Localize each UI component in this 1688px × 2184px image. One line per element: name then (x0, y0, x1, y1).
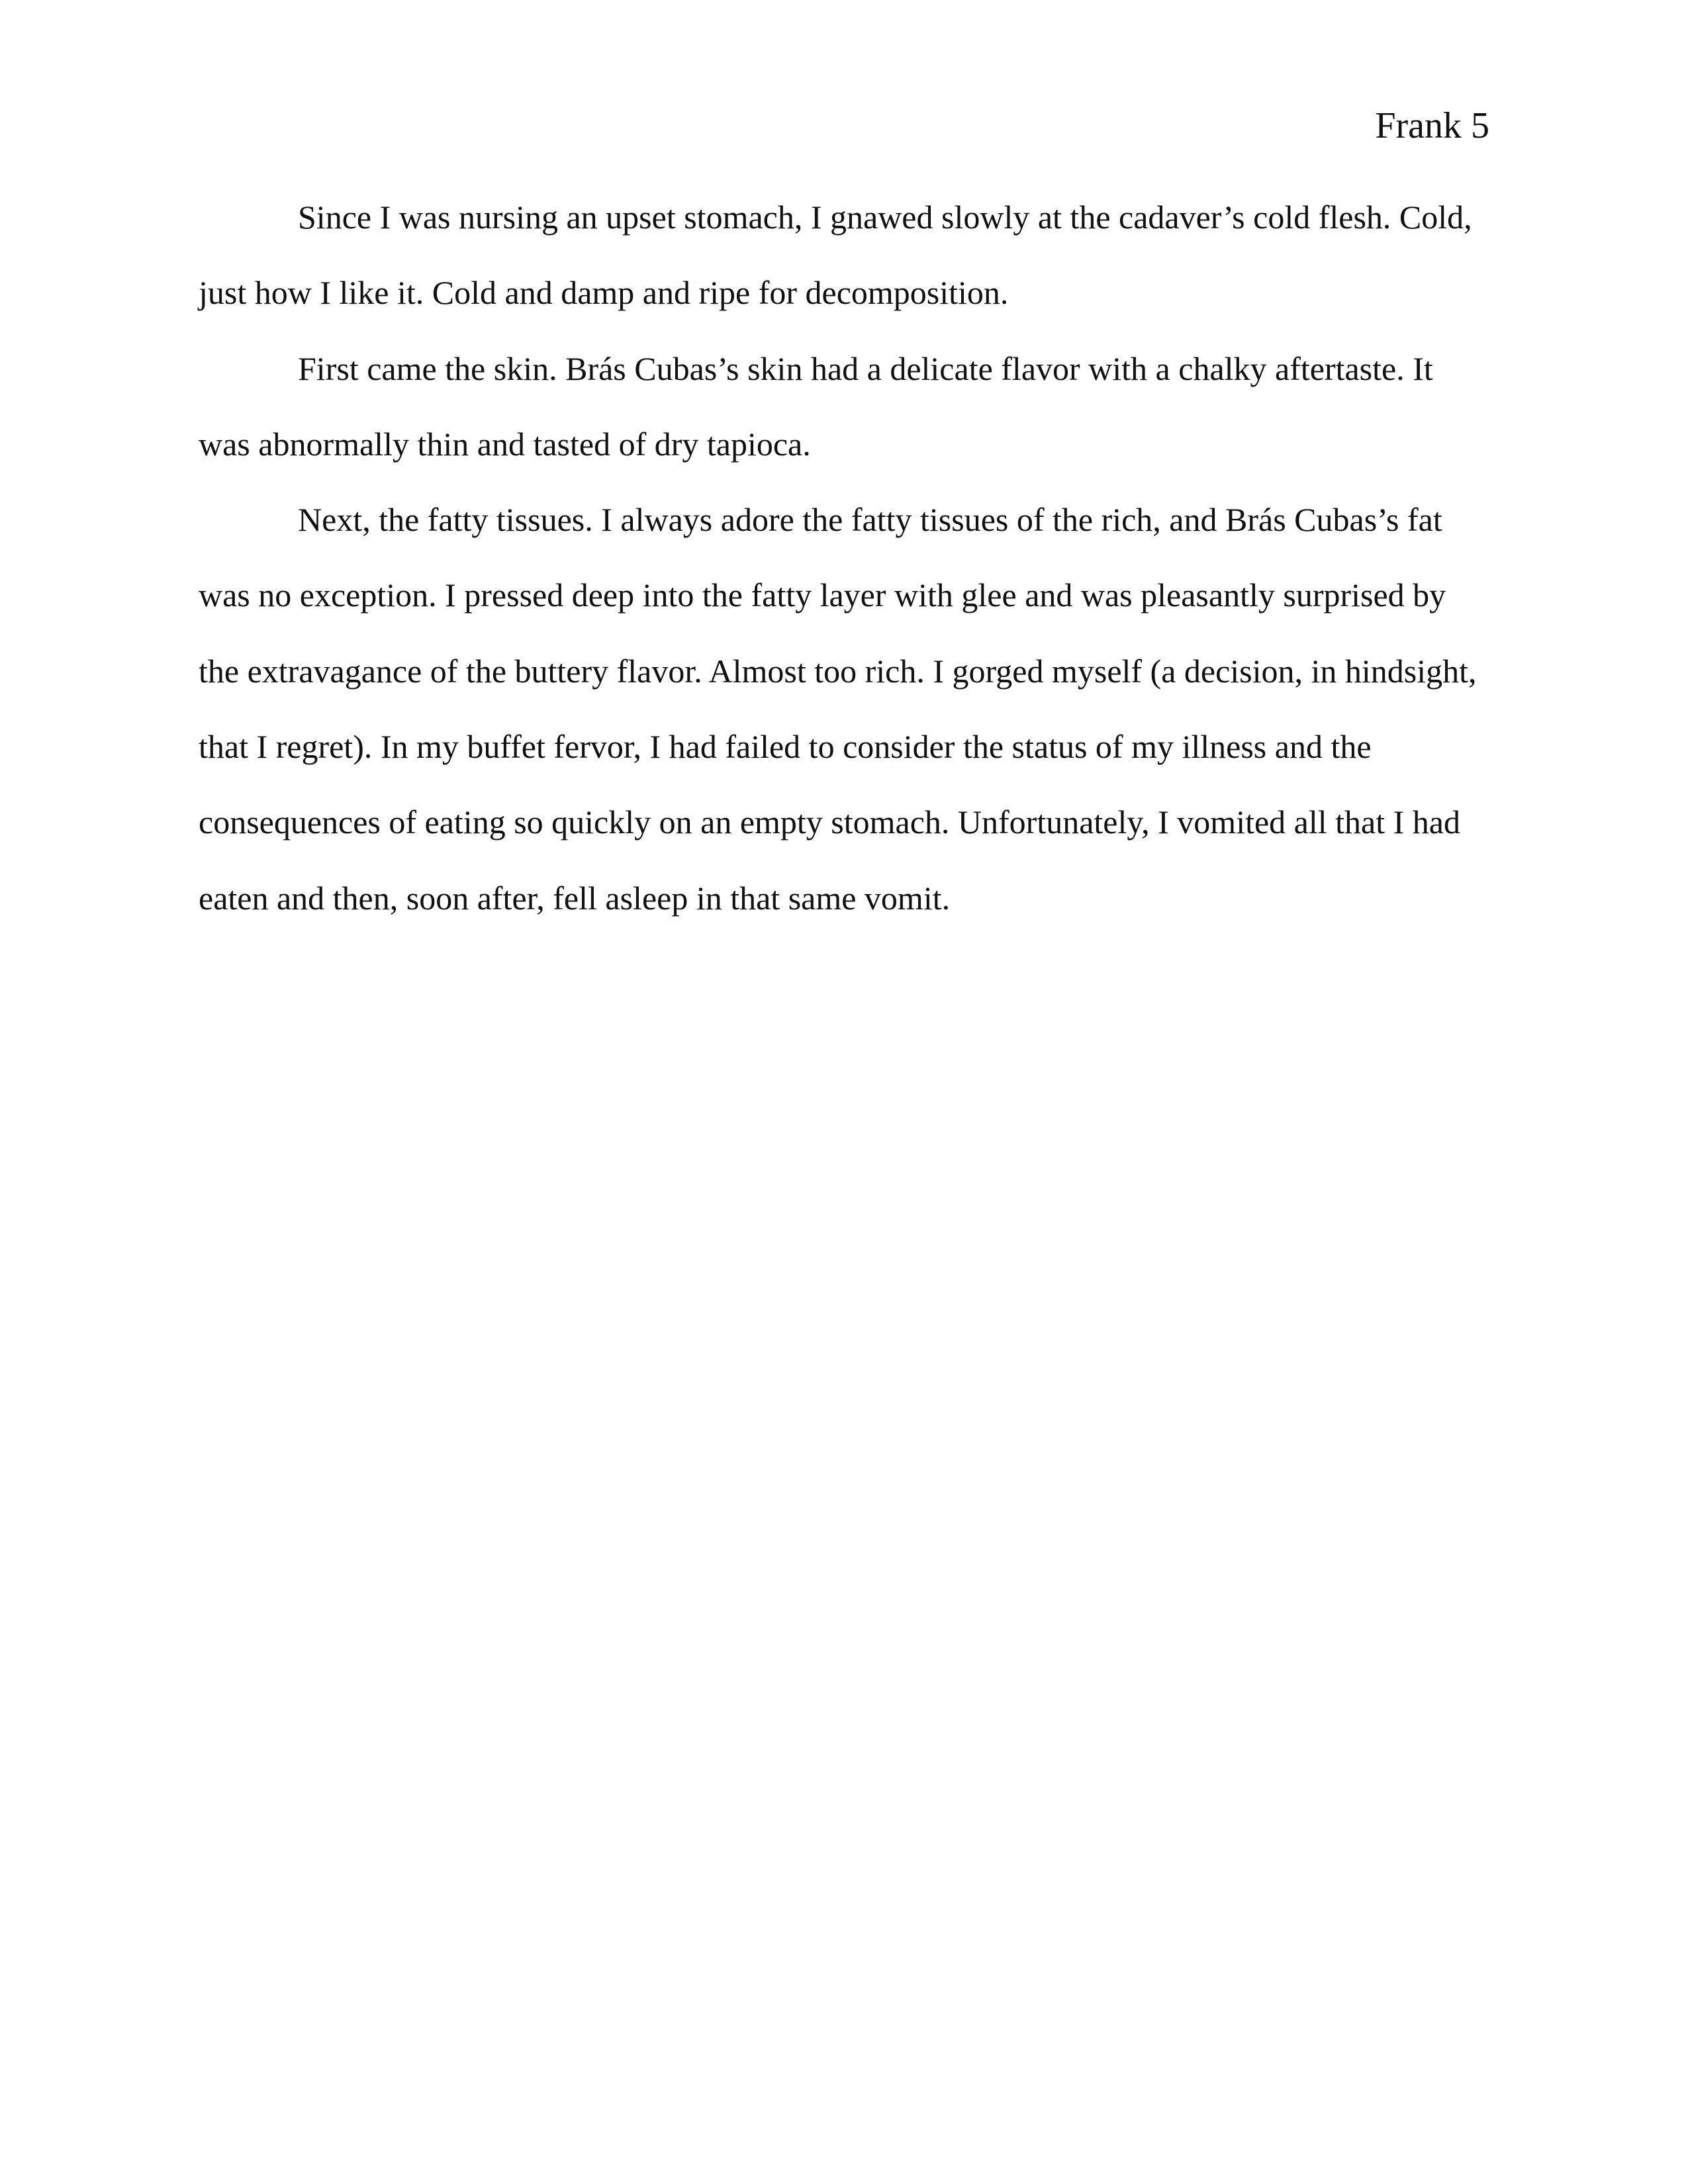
paragraph-line: was abnormally thin and tasted of dry tapioca. (199, 425, 811, 463)
paragraph-line: the extravagance of the buttery flavor. Almost too rich. I gorged myself (a decision, in hindsight, (199, 652, 1477, 690)
paragraph-2 (199, 342, 1496, 494)
paragraph-line: consequences of eating so quickly on an empty stomach. Unfortunately, I vomited all that I had (199, 803, 1460, 841)
body-text (199, 191, 1496, 947)
paragraph-line: just how I like it. Cold and damp and ripe for decomposition. (199, 274, 1009, 312)
paragraph-3 (199, 493, 1496, 947)
paragraph-line: was no exception. I pressed deep into the fatty layer with glee and was pleasantly surprised by (199, 576, 1446, 614)
paragraph-line: Since I was nursing an upset stomach, I gnawed slowly at the cadaver’s cold flesh. Cold, (298, 199, 1472, 236)
paragraph-1 (199, 191, 1496, 342)
paragraph-line: First came the skin. Brás Cubas’s skin had a delicate flavor with a chalky aftertaste. It (298, 349, 1433, 387)
paragraph-line: eaten and then, soon after, fell asleep in that same vomit. (199, 879, 951, 917)
paragraph-line: Next, the fatty tissues. I always adore the fatty tissues of the rich, and Brás Cubas’s fat (298, 501, 1442, 539)
running-head: Frank 5 (1375, 105, 1489, 146)
paragraph-line: that I regret). In my buffet fervor, I had failed to consider the status of my illness and the (199, 728, 1372, 766)
